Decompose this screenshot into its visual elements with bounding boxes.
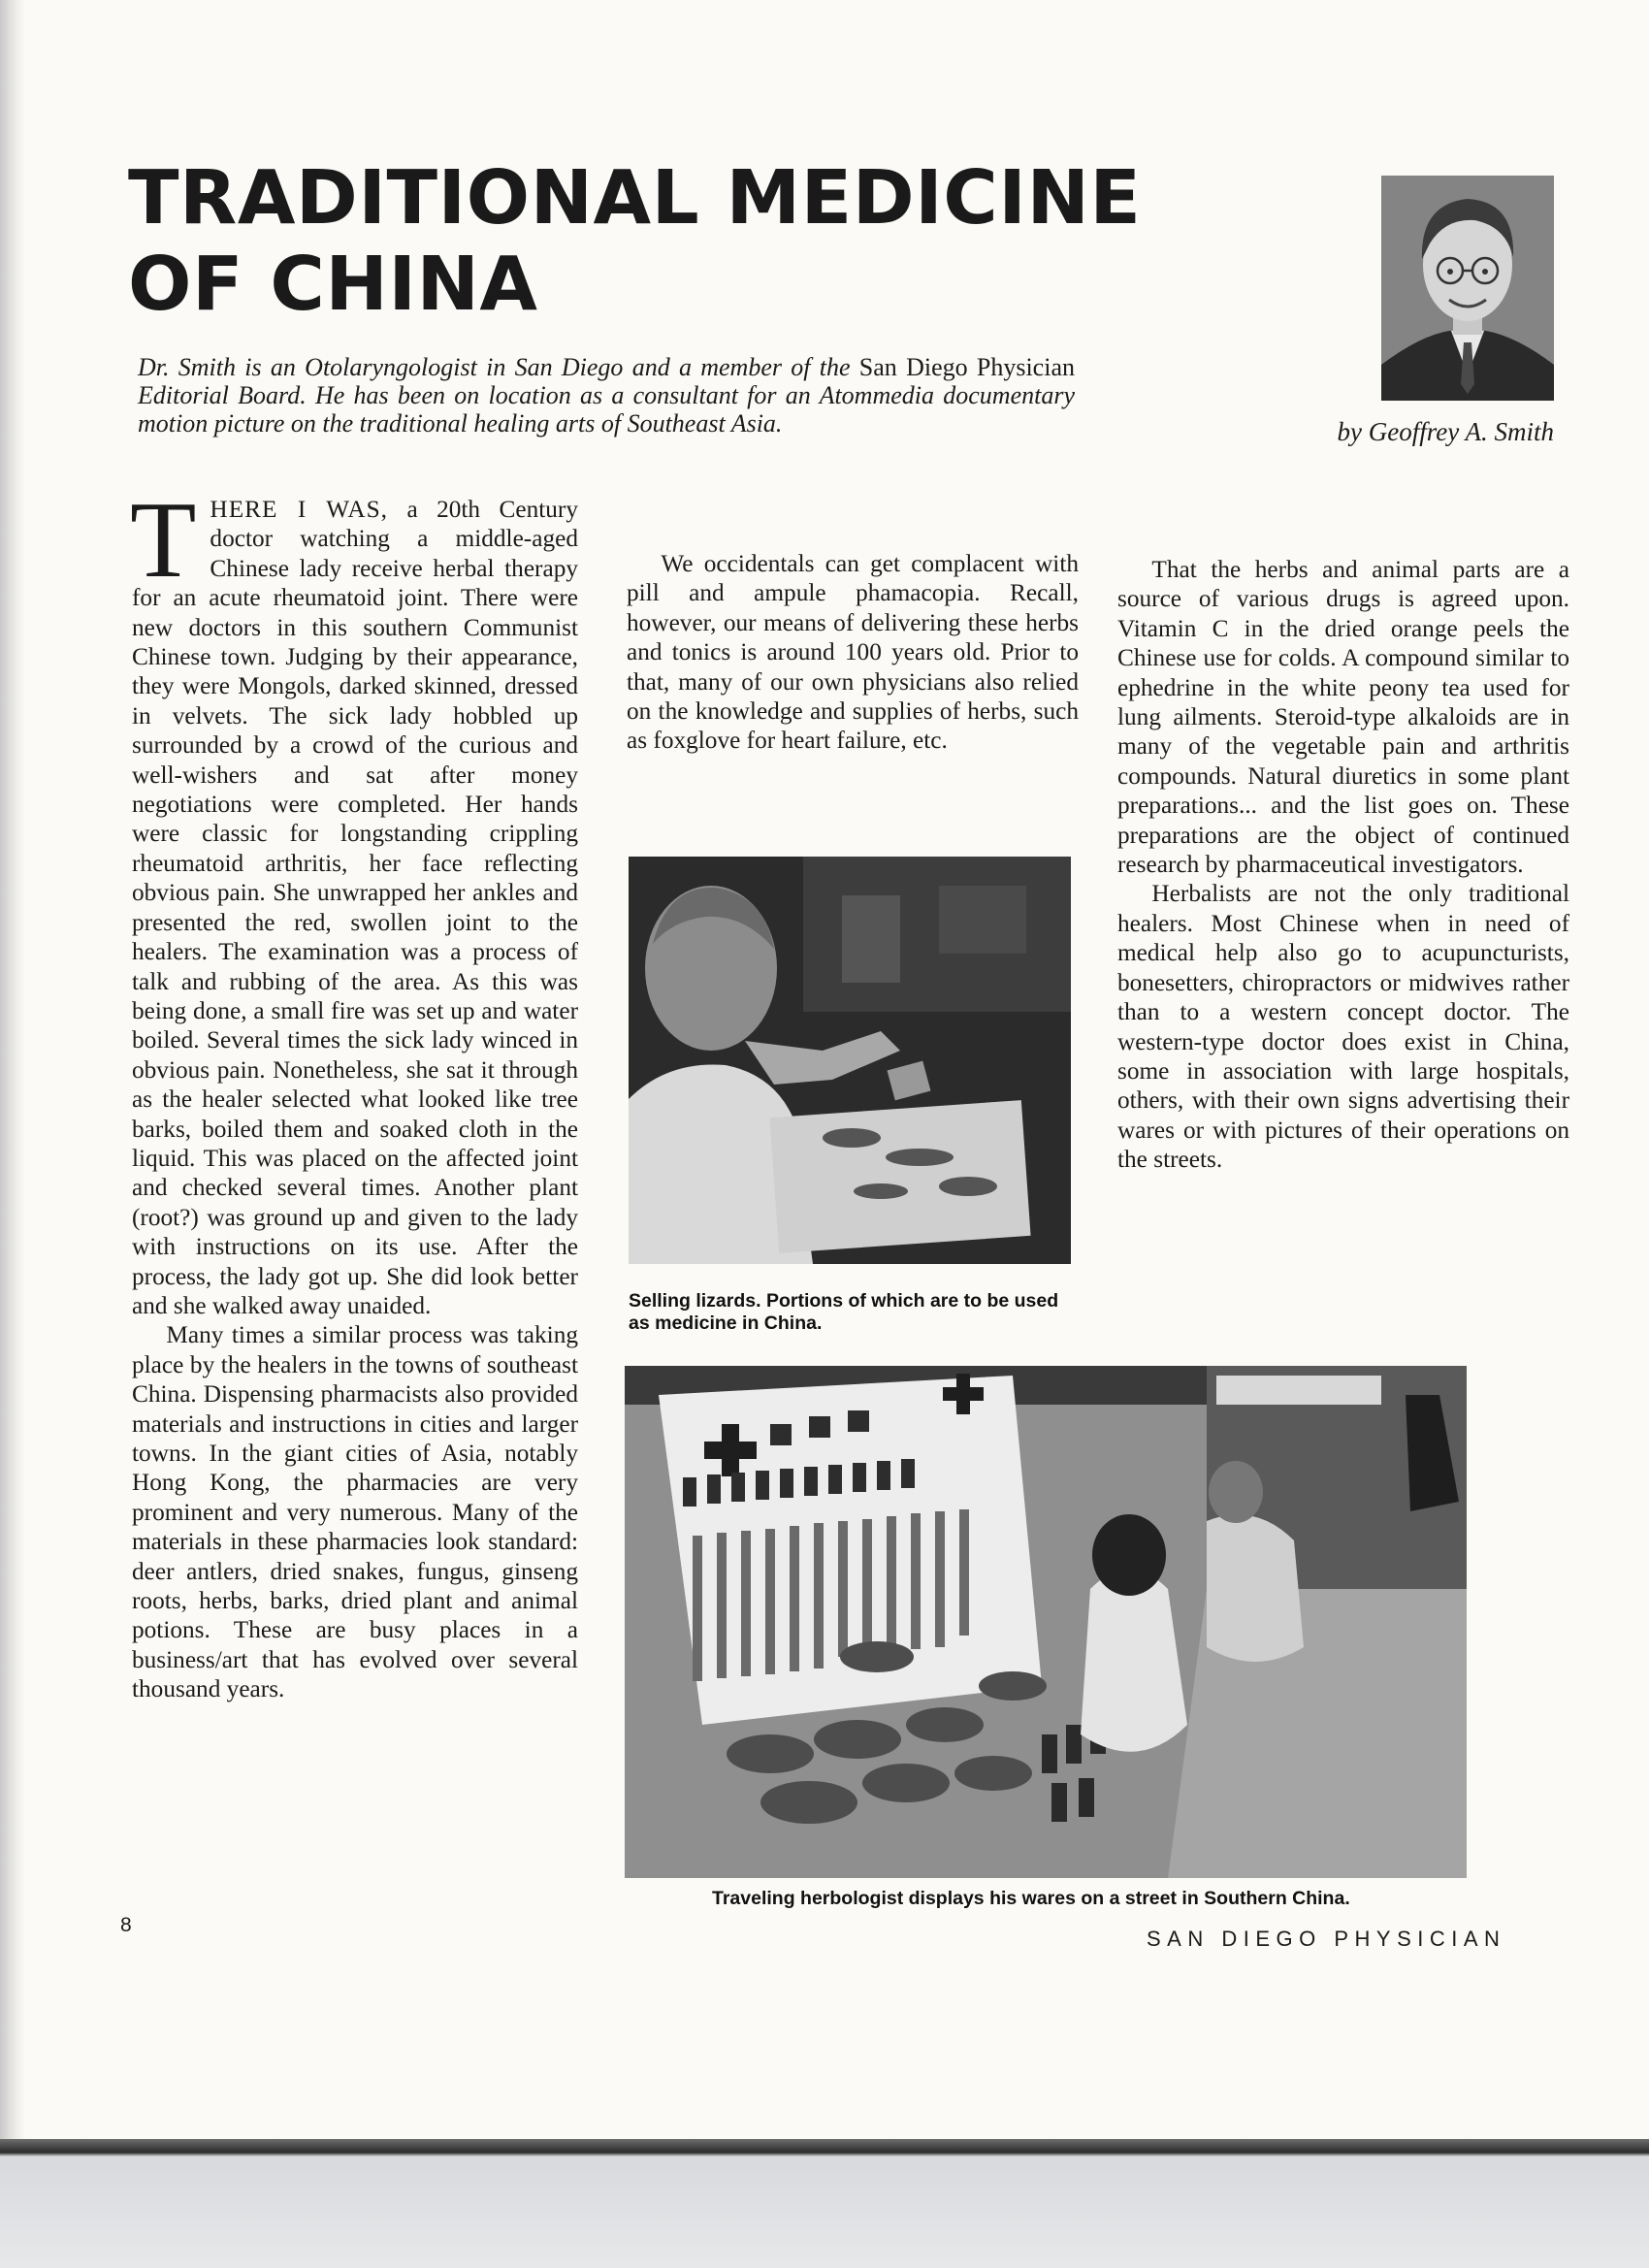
title-line-1: TRADITIONAL MEDICINE [128,155,1142,242]
column-2 [627,549,1079,756]
author-portrait [1381,176,1554,401]
col2-paragraph-1: We occidentals can get complacent with pill and ampule phamacopia. Recall, however, our means of delivering these herbs and tonics is around 100 years old. Prior to that, many of our own physicians also relied on the knowledge and supplies of herbs, such as foxglove for heart failure, etc. [627,550,1079,755]
magazine-footer: SAN DIEGO PHYSICIAN [1147,1927,1506,1951]
author-intro [138,353,1075,437]
article-title [128,155,1156,328]
lead-in-caps: HERE I WAS, [210,496,389,523]
page-number: 8 [120,1914,132,1936]
photo-caption-2: Traveling herbologist displays his wares on a street in Southern China. [712,1888,1350,1909]
scan-background-band [0,2139,1649,2268]
photo-street-herbologist [625,1366,1467,1878]
drop-cap: T [130,480,197,600]
col3-paragraph-2: Herbalists are not the only traditional healers. Most Chinese when in need of medical help also go to acupuncturists, bonesetters, chiropractors or midwives rather than to a western concept doctor. The western-type doctor does exist in China, some in association with large hospitals, others, with their own signs advertising their wares or with pictures of their operations on the streets. [1117,880,1569,1174]
col3-paragraph-1: That the herbs and animal parts are a source of various drugs is agreed upon. Vitamin C in the dried orange peels the Chinese use for colds. A compound similar to ephedrine in the white peony tea used for lung ailments. Steroid-type alkaloids are in many of the vegetable pain and arthritis compounds. Natural diuretics in some plant preparations... and the list goes on. These preparations are the object of continued research by pharmaceutical investigators. [1117,556,1569,879]
intro-part-3: Editorial Board. He has been on location as a consultant for an Atommedia documentary motion picture on the traditional healing arts of Southeast Asia. [138,381,1075,437]
column-3 [1117,555,1569,1175]
intro-magazine-name: San Diego Physician [858,353,1075,381]
photo-caption-1: Selling lizards. Portions of which are to be used as medicine in China. [629,1290,1059,1334]
title-line-2: OF CHINA [128,242,538,328]
col1-paragraph-2: Many times a similar process was taking place by the healers in the towns of southeast China. Dispensing pharmacists also provided materials and instructions in cities and larger towns. In the giant cities of Asia, notably Hong Kong, the pharmacies are very prominent and very numerous. Many of the materials in these pharmacies look standard: deer antlers, dried snakes, fungus, ginseng roots, herbs, barks, dried plant and animal potions. These are busy places in a business/art that has evolved over several thousand years. [132,1321,578,1703]
byline: by Geoffrey A. Smith [1337,417,1554,446]
col1-paragraph-1 [130,480,578,1320]
photo-lizard-seller [629,857,1071,1264]
column-1 [130,480,578,1704]
page-edge-shadow [0,0,25,2149]
intro-part-1: Dr. Smith is an Otolaryngologist in San Diego and a member of the [138,353,851,381]
col1-paragraph-1-text: a 20th Century doctor watching a middle-aged Chinese lady receive herbal therapy for an acute rheumatoid joint. There were new doctors in this southern Communist Chinese town. Judging by their appearance, they were Mongols, darked skinned, dressed in velvets. The sick lady hobbled up surrounded by a crowd of the curious and well-wishers and sat after money negotiations were completed. Her hands were classic for longstanding crippling rheumatoid arthritis, her face reflecting obvious pain. She unwrapped her ankles and presented the red, swollen joint to the healers. The examination was a process of talk and rubbing of the area. As this was being done, a small fire was set up and water boiled. Several times the sick lady winced in obvious pain. Nonetheless, she sat it through as the healer selected what looked like tree barks, boiled them and soaked cloth in the liquid. This was placed on the affected joint and checked several times. Another plant (root?) was ground up and given to the lady with instructions on its use. After the process, the lady got up. She did look better and she walked away unaided. [132,496,578,1319]
